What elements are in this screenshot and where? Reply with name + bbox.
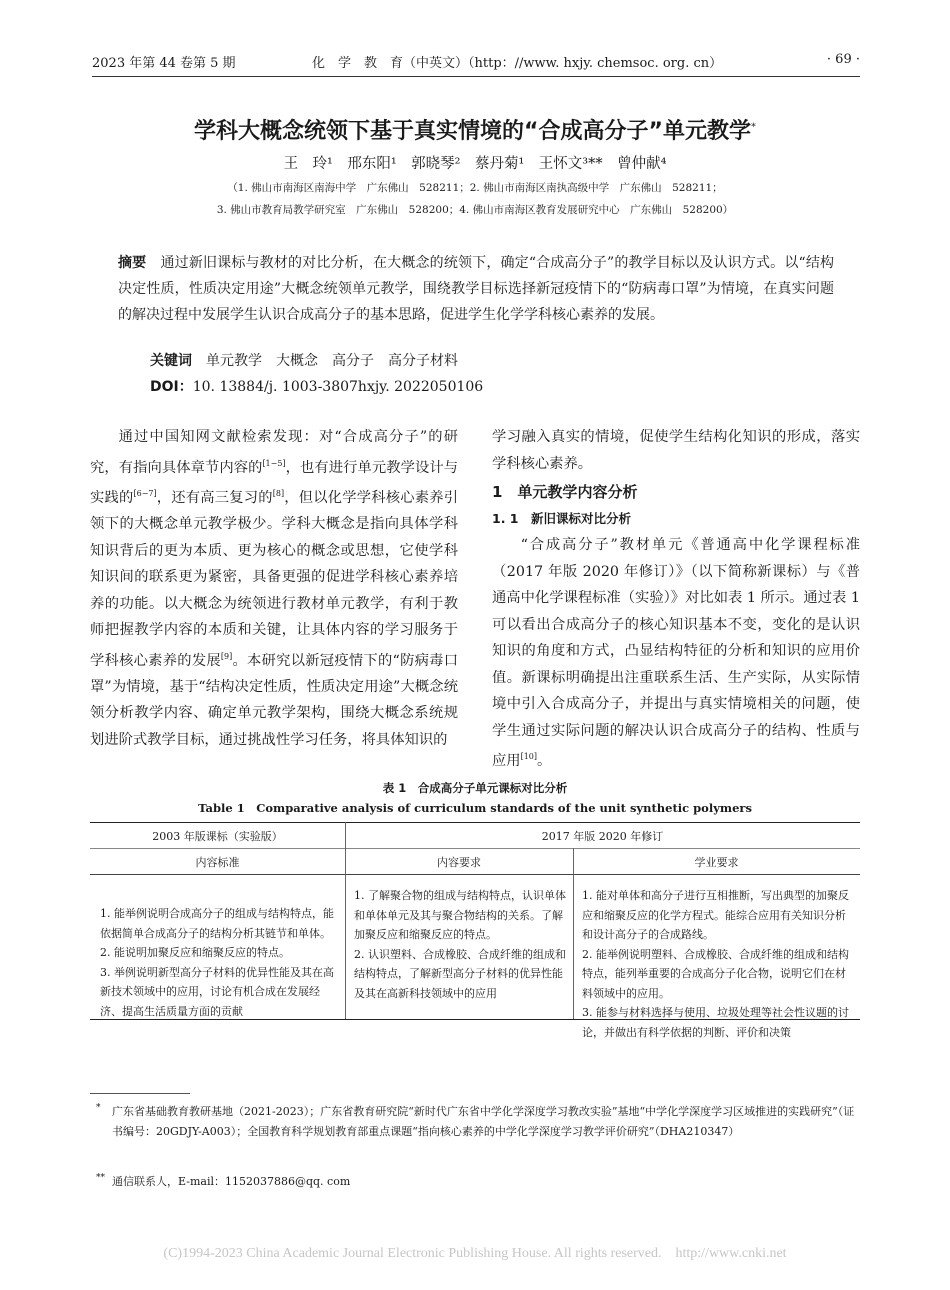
table-mid-rule (90, 848, 860, 849)
abstract (118, 250, 834, 328)
column-divider (345, 822, 346, 1020)
right-column (492, 424, 860, 774)
table-bottom-rule (90, 1019, 860, 1020)
journal-name: 化 学 教 育（中英文）（http：//www. hxjy. chemsoc. org. cn） (312, 56, 723, 71)
comparison-table (90, 822, 860, 1039)
old-standard-cell (100, 904, 338, 1021)
header-new-standard: 2017 年版 2020 年修订 (541, 830, 664, 843)
page-number: · 69 · (826, 52, 860, 67)
column-header-academic-requirement: 学业要求 (694, 856, 739, 869)
doi-label: DOI： (150, 379, 193, 395)
section-heading-1: 1 单元教学内容分析 (492, 483, 638, 501)
abstract-text: 通过新旧课标与教材的对比分析，在大概念的统领下，确定“合成高分子”的教学目标以及认识方式。以“结构决定性质，性质决定用途”大概念统领单元教学，围绕教学目标选择新冠疫情下的“防病毒口罩”为情境，在真实问题的解决过程中发展学生认识合成高分子的基本思路，促进学生化学学科核心素养的发展。 (118, 255, 834, 323)
column-header-content-standard: 内容标准 (195, 856, 240, 869)
footnote-text: 广东省基础教育教研基地（2021-2023）；广东省教育研究院“新时代广东省中学化学深度学习教改实验”基地“中学化学深度学习区域推进的实践研究”（证书编号：20GDJY-A003）；全国教育科学规划教育部重点课题“指向核心素养的中学化学深度学习教学评价研究”（DHA210347） (112, 1105, 855, 1138)
table-item: 2. 认识塑料、合成橡胶、合成纤维的组成和结构特点，了解新型高分子材料的优异性能及其在高新科技领域中的应用 (354, 947, 566, 1000)
doi (150, 376, 483, 396)
citation[interactable]: [8] (272, 488, 285, 498)
table-caption-cn: 表 1 合成高分子单元课标对比分析 (382, 781, 568, 795)
funding-footnote (96, 1102, 860, 1142)
footnote-mark: ** (96, 1173, 105, 1183)
left-column (90, 424, 458, 753)
doi-value: 10. 13884/j. 1003-3807hxjy. 2022050106 (192, 379, 484, 395)
body-text: 。 (537, 752, 552, 769)
affiliation-line-2: 3. 佛山市教育局教学研究室 广东佛山 528200；4. 佛山市南海区教育发展研究中心 广东佛山 528200） (216, 204, 734, 216)
copyright-watermark: (C)1994-2023 China Academic Journal Electronic Publishing House. All rights reserved. http://www.cnki.net (163, 1246, 787, 1261)
header-rule (92, 76, 860, 77)
content-requirement-cell (354, 886, 566, 1003)
body-text: ，还有高三复习的 (156, 489, 273, 506)
title-text: 学科大概念统领下基于真实情境的“合成高分子”单元教学 (194, 119, 751, 144)
issue-info: 2023 年第 44 卷第 5 期 (92, 56, 236, 71)
citation[interactable]: [10] (520, 752, 538, 761)
section-paragraph (492, 532, 860, 774)
table-top-rule (90, 822, 860, 823)
keywords-text: 单元教学 大概念 高分子 高分子材料 (206, 353, 458, 369)
table-item: 2. 能说明加聚反应和缩聚反应的特点。 (100, 946, 290, 959)
body-text: “合成高分子”教材单元《普通高中化学课程标准（2017 年版 2020 年修订）》（以下简称新课标）与《普通高中化学课程标准（实验）》对比如表 1 所示。通过表 1 可以看出合成高分子的核心知识基本不变，变化的是认识知识的角度和方式，凸显结构特征的分析和知识的应用价值。新课标明确提出注重联系生活、生产实际，从实际情境中引入合成高分子，并提出与真实情境相关的问题，使学生通过实际问题的解决认识合成高分子的结构、性质与应用 (492, 537, 860, 769)
continued-paragraph: 学习融入真实的情境，促使学生结构化知识的形成，落实学科核心素养。 (492, 429, 860, 472)
footnote-mark: * (96, 1103, 101, 1113)
table-item: 1. 了解聚合物的组成与结构特点，认识单体和单体单元及其与聚合物结构的关系。了解加聚反应和缩聚反应的特点。 (354, 889, 566, 941)
abstract-label: 摘要 (118, 255, 147, 271)
affiliation-line-1: （1. 佛山市南海区南海中学 广东佛山 528211；2. 佛山市南海区南执高级中学 广东佛山 528211； (227, 182, 723, 194)
body-text: ，也有进行单元教学设计与实践的 (90, 459, 458, 506)
citation[interactable]: [9] (220, 651, 233, 661)
header-old-standard: 2003 年版课标（实验版） (152, 830, 283, 843)
footnote-text: 通信联系人，E-mail：1152037886@qq. com (112, 1175, 351, 1188)
table-item: 3. 能参与材料选择与使用、垃圾处理等社会性议题的讨论，并做出有科学依据的判断、评价和决策 (582, 1006, 849, 1039)
table-item: 1. 能举例说明合成高分子的组成与结构特点，能依据简单合成高分子的结构分析其链节和单体。 (100, 907, 334, 940)
body-text: 通过中国知网文献检索发现：对“合成高分子”的研究，有指向具体章节内容的 (90, 429, 458, 476)
column-divider (573, 848, 574, 1020)
column-header-content-requirement: 内容要求 (437, 856, 481, 869)
intro-paragraph (90, 424, 458, 753)
table-caption-en: Table 1 Comparative analysis of curriculum standards of the unit synthetic polymers (198, 801, 752, 815)
contact-footnote (96, 1172, 860, 1192)
footnote-rule (90, 1093, 190, 1094)
citation[interactable]: [1−5] (262, 458, 286, 468)
body-text: 。本研究以新冠疫情下的“防病毒口罩”为情境，基于“结构决定性质，性质决定用途”大概念统领分析教学内容、确定单元教学架构，围绕大概念系统规划进阶式教学目标，通过挑战性学习任务，将具体知识的 (90, 652, 459, 748)
table-item: 3. 举例说明新型高分子材料的优异性能及其在高新技术领域中的应用，讨论有机合成在发展经济、提高生活质量方面的贡献 (100, 965, 334, 1018)
keywords (150, 350, 458, 370)
citation[interactable]: [6−7] (133, 488, 157, 498)
article-title (0, 114, 950, 145)
subsection-heading-1-1: 1. 1 新旧课标对比分析 (492, 510, 631, 526)
author-list: 王 玲¹ 邢东阳¹ 郭晓琴² 蔡丹菊¹ 王怀文³** 曾仲献⁴ (283, 156, 667, 172)
table-header-rule (90, 874, 860, 875)
table-item: 1. 能对单体和高分子进行互相推断，写出典型的加聚反应和缩聚反应的化学方程式。能综合应用有关知识分析和设计高分子的合成路线。 (582, 889, 849, 941)
table-item: 2. 能举例说明塑料、合成橡胶、合成纤维的组成和结构特点，能列举重要的合成高分子化合物，说明它们在材料领域中的应用。 (582, 947, 849, 1000)
keywords-label: 关键词 (150, 353, 192, 369)
running-header (92, 52, 860, 74)
body-text: ，但以化学学科核心素养引领下的大概念单元教学极少。学科大概念是指向具体学科知识背后的更为本质、更为核心的概念或思想，它使学科知识间的联系更为紧密，具备更强的促进学科核心素养培养的功能。以大概念为统领进行教材单元教学，有利于教师把握教学内容的本质和关键，让具体内容的学习服务于学科核心素养的发展 (90, 489, 459, 669)
title-footnote-mark: * (750, 121, 756, 133)
